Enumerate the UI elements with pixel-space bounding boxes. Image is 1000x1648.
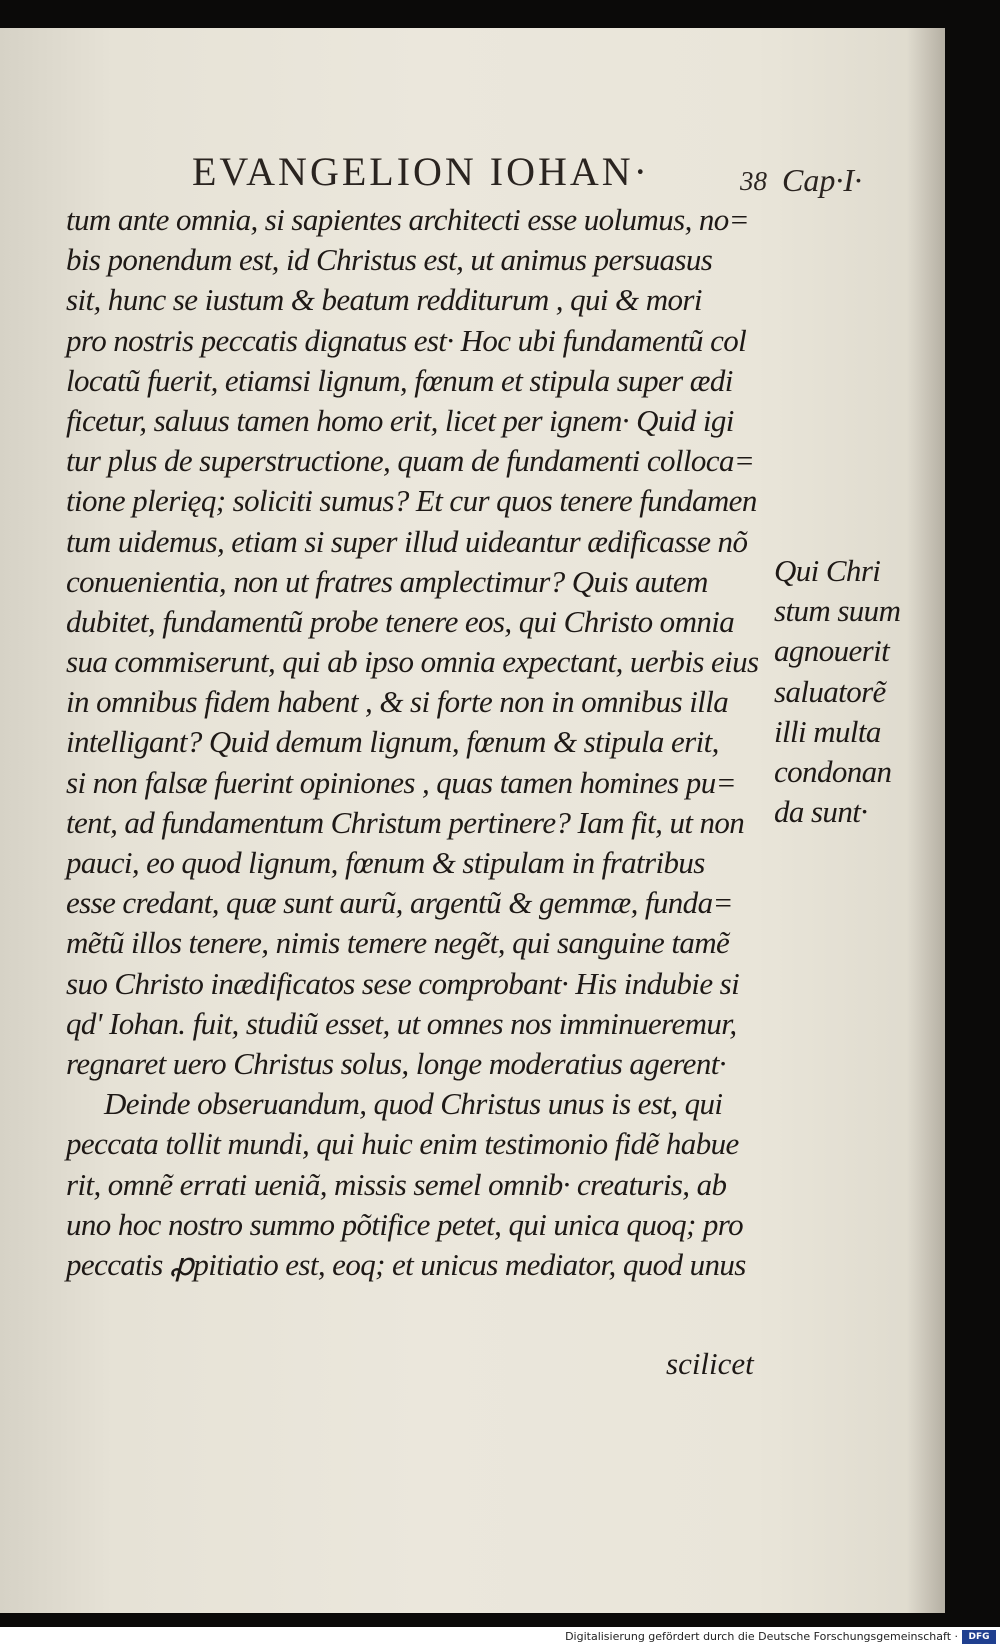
page-gutter-shadow [907, 28, 945, 1613]
digitization-footer [0, 1627, 1000, 1648]
margin-note-line: condonan [774, 753, 892, 789]
text-line: tur plus de superstructione, quam de fundamenti colloca= [66, 443, 755, 479]
dfg-logo: DFG [962, 1630, 996, 1644]
chapter-label: Cap·I· [782, 162, 862, 198]
text-line: conuenientia, non ut fratres amplectimur? Quis autem [66, 563, 708, 599]
catchword: scilicet [666, 1346, 754, 1381]
text-line: mẽtũ illos tenere, nimis temere negẽt, qui sanguine tamẽ [66, 925, 730, 961]
paragraph-start-line: Deinde obseruandum, quod Christus unus is est, qui [104, 1086, 723, 1122]
margin-note [774, 551, 900, 832]
text-line: rit, omnẽ errati ueniã, missis semel omnib· creaturis, ab [66, 1166, 727, 1202]
text-line: sit, hunc se iustum & beatum redditurum , qui & mori [66, 282, 702, 318]
text-line: regnaret uero Christus solus, longe moderatius agerent· [66, 1045, 726, 1081]
book-page [0, 28, 945, 1613]
text-line: si non falsæ fuerint opiniones , quas tamen homines pu= [66, 764, 736, 800]
text-line: tent, ad fundamentum Christum pertinere? Iam fit, ut non [66, 804, 745, 840]
main-text-block [66, 200, 766, 1285]
text-line: tum uidemus, etiam si super illud uideantur ædificasse nõ [66, 523, 748, 559]
text-line: pro nostris peccatis dignatus est· Hoc ubi fundamentũ col [66, 322, 747, 358]
margin-note-line: Qui Chri [774, 553, 881, 588]
text-line: esse credant, quæ sunt aurũ, argentũ & gemmæ, funda= [66, 885, 733, 921]
margin-note-line: illi multa [774, 713, 881, 749]
text-line: in omnibus fidem habent , & si forte non in omnibus illa [66, 684, 729, 720]
text-line: intelligant? Quid demum lignum, fœnum & stipula erit, [66, 724, 719, 760]
text-line: locatũ fuerit, etiamsi lignum, fœnum et stipula super ædi [66, 362, 733, 398]
page-header [0, 128, 945, 198]
margin-note-line: stum suum [774, 593, 901, 629]
funding-credit: Digitalisierung gefördert durch die Deutsche Forschungsgemeinschaft · [565, 1630, 958, 1643]
text-line: dubitet, fundamentũ probe tenere eos, qui Christo omnia [66, 603, 735, 639]
text-line: uno hoc nostro summo põtifice petet, qui unica quoq; pro [66, 1206, 744, 1242]
folio-number: 38 [740, 166, 767, 196]
margin-note-line: saluatorẽ [774, 673, 886, 709]
text-line: sua commiserunt, qui ab ipso omnia expectant, uerbis eius [66, 644, 759, 680]
text-line: ficetur, saluus tamen homo erit, licet per ignem· Quid igi [66, 402, 734, 438]
text-line: suo Christo inædificatos sese comprobant· His indubie si [66, 965, 740, 1001]
text-line: qd' Iohan. fuit, studiũ esset, ut omnes nos imminueremur, [66, 1005, 737, 1041]
margin-note-line: agnouerit [774, 633, 890, 669]
text-line: peccata tollit mundi, qui huic enim testimonio fidẽ habue [66, 1126, 739, 1162]
text-line: peccatis ꝓpitiatio est, eoq; et unicus mediator, quod unus [66, 1246, 746, 1282]
text-line: tum ante omnia, si sapientes architecti esse uolumus, no= [66, 202, 749, 237]
text-line: bis ponendum est, id Christus est, ut animus persuasus [66, 242, 713, 278]
running-head: EVANGELION IOHAN· [192, 149, 650, 194]
text-line: tione plerięq; soliciti sumus? Et cur quos tenere fundamen [66, 483, 757, 519]
margin-note-line: da sunt· [774, 794, 868, 830]
text-line: pauci, eo quod lignum, fœnum & stipulam in fratribus [66, 845, 705, 880]
